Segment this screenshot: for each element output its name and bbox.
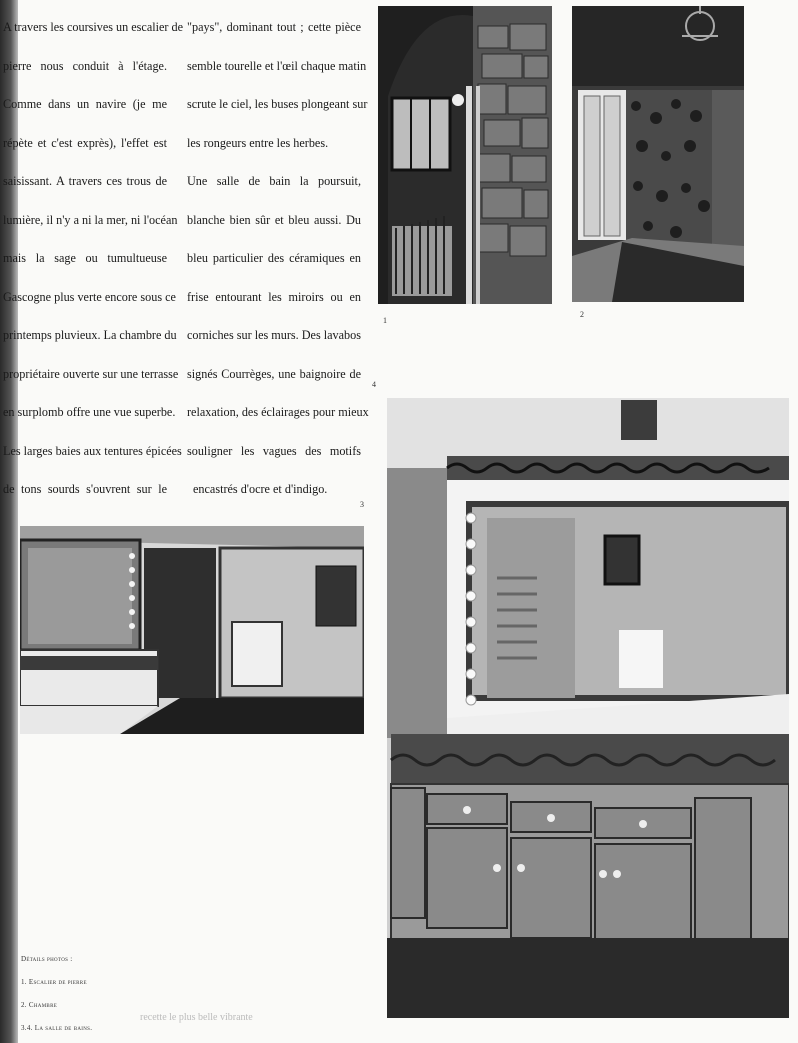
photo-number-1: 1 (383, 316, 387, 325)
text-line: bleu particulier des céramiques en (187, 251, 361, 265)
photo-number-2: 2 (580, 310, 584, 319)
photo-bedroom (572, 6, 744, 302)
caption-2: 2. Chambre (21, 1001, 58, 1009)
text-line: mais la sage ou tumultueuse (3, 251, 167, 265)
text-line: encastrés d'ocre et d'indigo. (193, 482, 328, 496)
text-line: souligner les vagues des motifs (187, 443, 361, 458)
text-line: Gascogne plus verte encore sous ce (3, 289, 176, 304)
caption-3: 3.4. La salle de bains. (21, 1024, 93, 1032)
text-line: lumière, il n'y a ni la mer, ni l'océan (3, 212, 178, 227)
photo-bathroom-vanity (387, 398, 789, 1018)
text-line: saisissant. A travers ces trous de (3, 174, 167, 188)
text-line: semble tourelle et l'œil chaque matin (187, 58, 367, 73)
text-line: blanche bien sûr et bleu aussi. Du (187, 212, 361, 227)
photo-captions (21, 948, 92, 1040)
text-line: "pays", dominant tout ; cette pièce (187, 20, 361, 34)
text-column-1 (3, 8, 184, 509)
text-line: signés Courrèges, une baignoire de (187, 366, 361, 381)
text-line: scrute le ciel, les buses plongeant sur (187, 97, 368, 111)
text-line: frise entourant les miroirs ou en (187, 289, 361, 304)
photo-number-3: 3 (360, 500, 364, 509)
text-line: répète et c'est exprès), l'effet est (3, 135, 167, 150)
text-line: en surplomb offre une vue superbe. (3, 405, 176, 419)
text-line: Une salle de bain la poursuit, (187, 174, 361, 188)
caption-title: Détails photos : (21, 955, 73, 963)
text-column-2 (187, 8, 369, 509)
text-line: corniches sur les murs. Des lavabos (187, 328, 361, 342)
photo-bathroom-wide (20, 526, 364, 734)
text-line: relaxation, des éclairages pour mieux (187, 405, 369, 419)
text-line: Les larges baies aux tentures épicées (3, 443, 182, 458)
photo-number-4: 4 (372, 380, 376, 389)
text-line: de tons sourds s'ouvrent sur le (3, 482, 167, 496)
bleed-through-text: recette le plus belle vibrante (140, 1012, 253, 1023)
text-line: les rongeurs entre les herbes. (187, 135, 329, 150)
text-line: pierre nous conduit à l'étage. (3, 58, 167, 73)
text-line: A travers les coursives un escalier de (3, 20, 184, 34)
caption-1: 1. Escalier de pierre (21, 978, 87, 986)
text-line: propriétaire ouverte sur une terrasse (3, 366, 179, 381)
text-line: Comme dans un navire (je me (3, 97, 167, 111)
photo-staircase (378, 6, 552, 304)
text-line: printemps pluvieux. La chambre du (3, 328, 177, 342)
